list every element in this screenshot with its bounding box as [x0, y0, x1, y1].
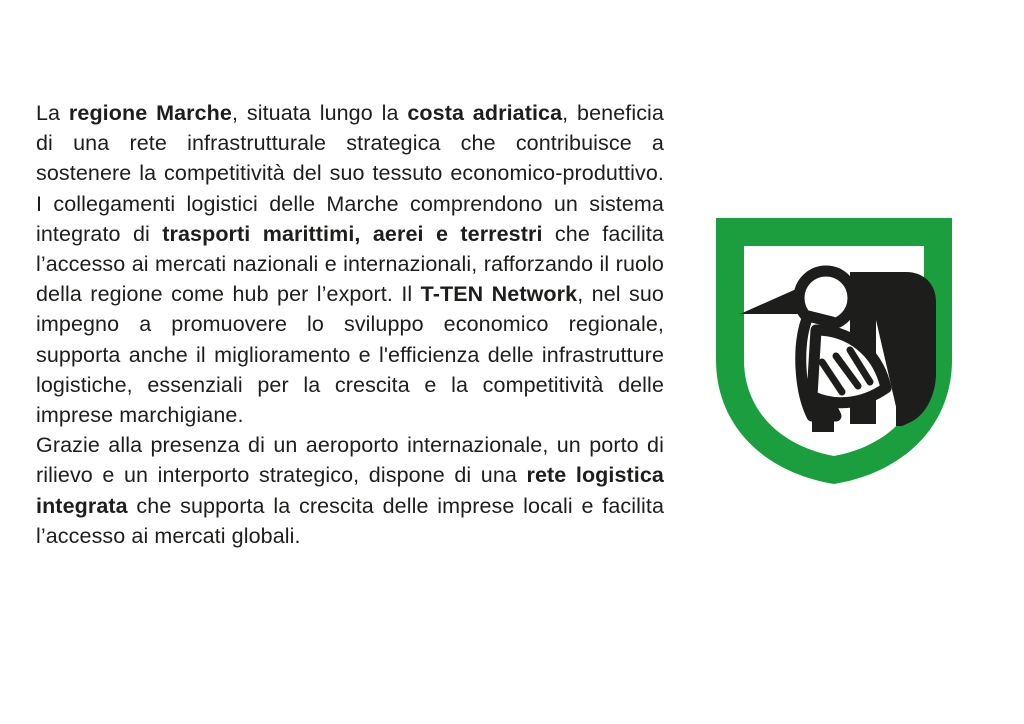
emphasis-run: rete logistica integrata [36, 463, 664, 518]
text-run: Grazie alla presenza di un aeroporto internazionale, un porto di rilievo e un interporto strategico, dispone di una [36, 433, 664, 488]
text-run: , situata lungo la [231, 101, 408, 125]
text-run: che facilita l’accesso ai mercati nazionali e internazionali, rafforzando il ruolo della regione come hub per l’export. Il [36, 221, 664, 307]
regione-marche-logo-icon [700, 210, 968, 490]
text-run: La [36, 101, 69, 125]
text-run: che supporta la crescita delle imprese locali e facilita l’accesso ai mercati globali. [36, 493, 664, 548]
emphasis-run: regione Marche [68, 101, 232, 125]
body-text-column [36, 98, 664, 551]
emphasis-run: T-TEN Network [420, 282, 578, 307]
text-run: , beneficia di una rete infrastrutturale strategica che contribuisce a sostenere la competitività del suo tessuto economico-produttivo. I collegamenti logistici delle Marche comprendono un sistema integrato di [36, 101, 664, 246]
emphasis-run: trasporti marittimi, aerei e terrestri [162, 221, 543, 246]
text-run: , nel suo impegno a promuovere lo sviluppo economico regionale, supporta anche il miglioramento e l'efficienza delle infrastrutture logistiche, essenziali per la crescita e la competitività delle imprese marchigiane. [36, 282, 664, 428]
paragraph-1 [36, 98, 664, 430]
emphasis-run: costa adriatica [407, 101, 563, 125]
paragraph-2 [36, 430, 664, 551]
